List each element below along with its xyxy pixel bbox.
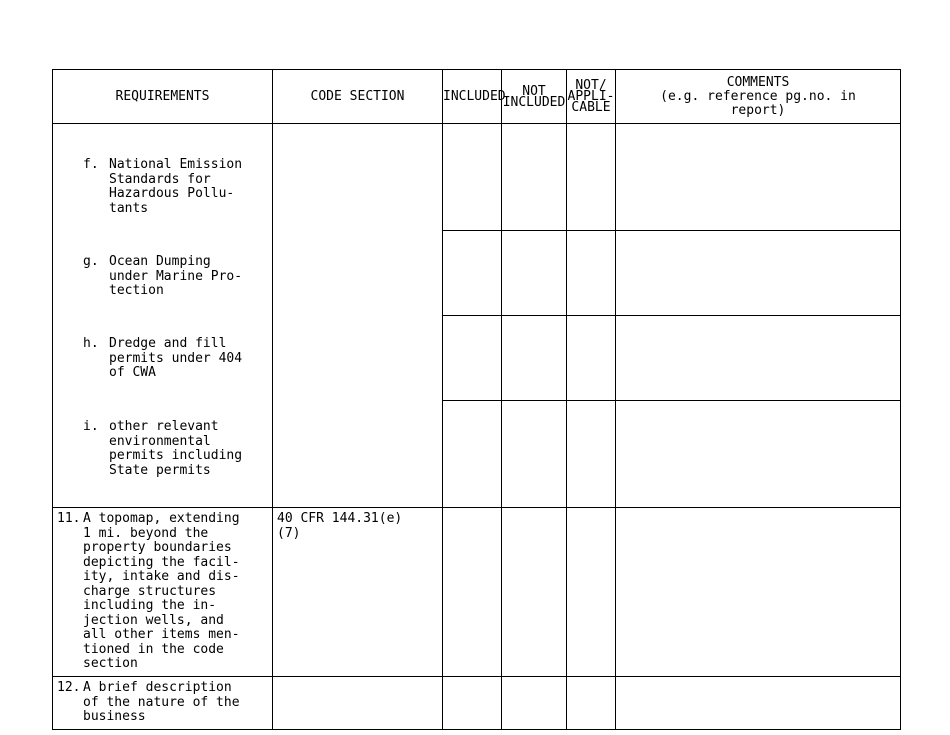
code-reference — [273, 677, 442, 681]
not-included-checkbox-cell[interactable] — [502, 677, 567, 730]
comments-cell[interactable] — [616, 124, 901, 231]
not-applicable-checkbox-cell[interactable] — [567, 124, 616, 231]
list-item — [53, 420, 272, 478]
item-number: 12. — [57, 680, 81, 695]
comments-cell[interactable] — [616, 231, 901, 316]
not-applicable-checkbox-cell[interactable] — [567, 677, 616, 730]
code-reference: 40 CFR 144.31(e) (7) — [277, 511, 403, 541]
table-row — [53, 677, 901, 730]
requirement-cell — [53, 677, 273, 730]
requirements-header: REQUIREMENTS — [53, 70, 273, 124]
not-applicable-header: NOT/ APPLI- CABLE — [567, 70, 616, 124]
not-applicable-checkbox-cell[interactable] — [567, 508, 616, 677]
comments-cell[interactable] — [616, 508, 901, 677]
comments-cell[interactable] — [616, 677, 901, 730]
code-section-cell — [273, 508, 443, 677]
item-letter: h. — [83, 336, 99, 351]
item-text: A topomap, extending 1 mi. beyond the property boundaries depicting the facil- ity, intake and dis- charge structures including the in- jection wells, and all other items men- tioned in the code section — [83, 511, 240, 671]
header-row — [53, 70, 901, 124]
item-letter: i. — [83, 419, 99, 434]
sub-items-cell — [53, 124, 273, 508]
comments-cell[interactable] — [616, 400, 901, 507]
comments-cell[interactable] — [616, 315, 901, 400]
code-section-header: CODE SECTION — [273, 70, 443, 124]
not-included-checkbox-cell[interactable] — [502, 124, 567, 231]
not-applicable-checkbox-cell[interactable] — [567, 231, 616, 316]
item-text: A brief description of the nature of the business — [83, 680, 240, 724]
table-row — [53, 508, 901, 677]
code-section-cell — [273, 677, 443, 730]
included-checkbox-cell[interactable] — [443, 400, 502, 507]
not-included-header: NOT INCLUDED — [502, 70, 567, 124]
table-row — [53, 124, 901, 231]
not-included-checkbox-cell[interactable] — [502, 231, 567, 316]
code-section-cell — [273, 124, 443, 508]
item-text: National Emission Standards for Hazardous Pollu- tants — [109, 157, 243, 216]
list-item — [53, 337, 272, 391]
list-item — [53, 158, 272, 226]
item-letter: f. — [83, 157, 99, 172]
included-checkbox-cell[interactable] — [443, 124, 502, 231]
included-checkbox-cell[interactable] — [443, 508, 502, 677]
item-text: other relevant environmental permits including State permits — [109, 419, 243, 478]
not-included-checkbox-cell[interactable] — [502, 400, 567, 507]
item-number: 11. — [57, 511, 81, 526]
included-checkbox-cell[interactable] — [443, 677, 502, 730]
item-letter: g. — [83, 254, 99, 269]
included-header: INCLUDED — [443, 70, 502, 124]
not-applicable-checkbox-cell[interactable] — [567, 400, 616, 507]
included-checkbox-cell[interactable] — [443, 231, 502, 316]
item-text: Dredge and fill permits under 404 of CWA — [109, 336, 243, 380]
not-included-checkbox-cell[interactable] — [502, 315, 567, 400]
included-checkbox-cell[interactable] — [443, 315, 502, 400]
requirement-cell — [53, 508, 273, 677]
item-text: Ocean Dumping under Marine Pro- tection — [109, 254, 243, 298]
list-item — [53, 255, 272, 308]
not-applicable-checkbox-cell[interactable] — [567, 315, 616, 400]
requirements-checklist-table — [52, 69, 901, 730]
not-included-checkbox-cell[interactable] — [502, 508, 567, 677]
comments-header: COMMENTS (e.g. reference pg.no. in report) — [616, 70, 901, 124]
